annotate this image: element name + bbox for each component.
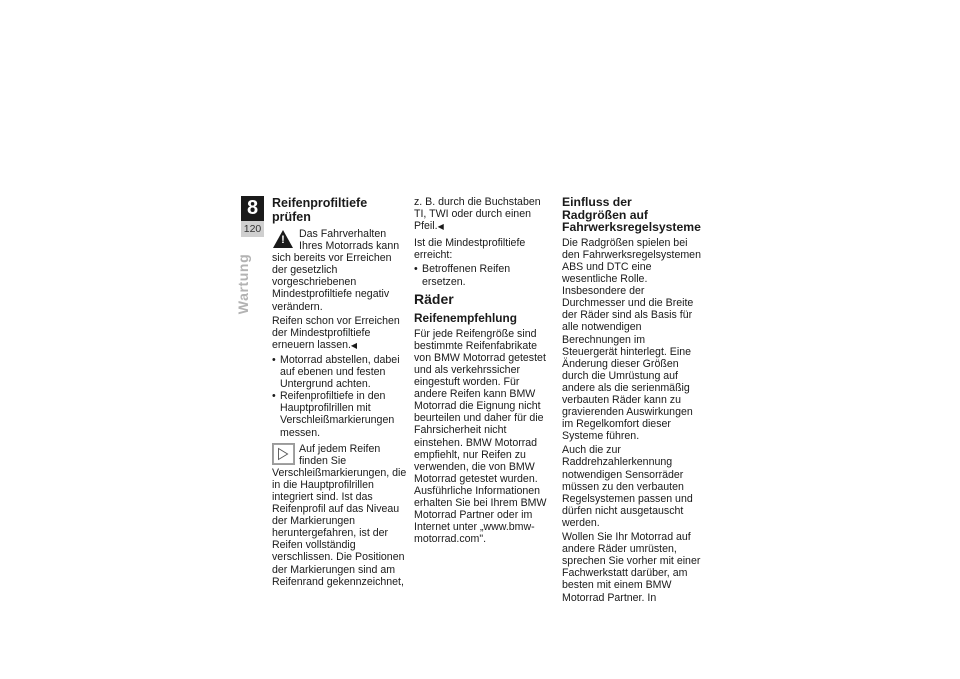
warning-text-2: Reifen schon vor Erreichen der Mindestprofiltiefe erneuern lassen. bbox=[272, 314, 400, 351]
paragraph: Die Radgrößen spielen bei den Fahrwerksregelsystemen ABS und DTC eine wesentliche Rolle. Insbesondere der Durchmesser und die Breite der Räder sind als Basis für alle notwendigen Berechnungen im Steuergerät hinterlegt. Eine Änderung dieser Größen durch die Umrüstung auf andere als die serienmäßig verbauten Räder kann zu gravierenden Auswirkungen im Regelkomfort dieser Systeme führen. bbox=[562, 236, 701, 443]
warning-icon: ! bbox=[272, 228, 295, 250]
step-list bbox=[272, 354, 408, 439]
list-item: • Reifenprofiltiefe in den Hauptprofilrillen mit Verschleißmarkierungen messen. bbox=[272, 390, 408, 438]
warning-text: Das Fahrverhalten Ihres Motorrads kann sich bereits vor Erreichen der gesetzlich vorgeschriebenen Mindestprofiltiefe negativ verändern. bbox=[272, 228, 400, 313]
note-block bbox=[272, 443, 408, 588]
end-mark-icon: ◀ bbox=[350, 340, 358, 350]
heading-tread-depth: Reifenprofiltiefe prüfen bbox=[272, 196, 368, 224]
end-mark-icon: ◀ bbox=[437, 222, 444, 232]
tyre-recommendation-text: Für jede Reifengröße sind bestimmte Reifenfabrikate von BMW Motorrad getestet und als verkehrssicher eingestuft worden. Für andere Reifen kann BMW Motorrad die Eignung nicht beurteilen und daher für die Fahrsicherheit nicht einstehen. BMW Motorrad empfiehlt, nur Reifen zu verwenden, die von BMW Motorrad getestet wurden. Ausführliche Informationen erhalten Sie bei Ihrem BMW Motorrad Partner oder im Internet unter „www.bmw-motorrad.com". bbox=[414, 327, 547, 546]
chapter-number: 8 bbox=[241, 196, 264, 221]
heading-wheel-size-influence: Einfluss der Radgrößen auf Fahrwerksregelsysteme bbox=[562, 195, 701, 235]
page-number: 120 bbox=[241, 221, 264, 237]
list-item: • Betroffenen Reifen ersetzen. bbox=[414, 263, 550, 287]
heading-wheels: Räder bbox=[414, 290, 454, 307]
column-2 bbox=[414, 196, 550, 547]
chapter-tab bbox=[241, 196, 264, 238]
column-1 bbox=[272, 196, 408, 590]
list-item: • Motorrad abstellen, dabei auf ebenen und festen Untergrund achten. bbox=[272, 354, 408, 390]
note-text: Auf jedem Reifen finden Sie Verschleißmarkierungen, die in die Hauptprofilrillen integriert sind. Ist das Reifenprofil auf das Niveau der Markierungen heruntergefahren, ist der Reifen vollständig verschlissen. Die Positionen der Markierungen sind am Reifenrand gekennzeichnet, bbox=[272, 442, 407, 588]
heading-tyre-recommendation: Reifenempfehlung bbox=[414, 310, 517, 325]
replace-list bbox=[414, 263, 550, 287]
section-side-label: Wartung bbox=[235, 253, 251, 315]
paragraph: Wollen Sie Ihr Motorrad auf andere Räder umrüsten, sprechen Sie vorher mit einer Fachwerkstatt darüber, am besten mit einem BMW Motorrad Partner. In bbox=[562, 531, 701, 604]
note-icon bbox=[272, 443, 295, 465]
min-depth-text: Ist die Mindestprofiltiefe erreicht: bbox=[414, 237, 526, 262]
column-3 bbox=[562, 196, 702, 606]
warning-block bbox=[272, 228, 408, 352]
paragraph: Auch die zur Raddrehzahlerkennung notwendigen Sensorräder müssen zu den verbauten Regelsystemen passen und dürfen nicht ausgetauscht werden. bbox=[562, 444, 693, 529]
continued-text: z. B. durch die Buchstaben TI, TWI oder durch einen Pfeil. bbox=[414, 196, 541, 233]
